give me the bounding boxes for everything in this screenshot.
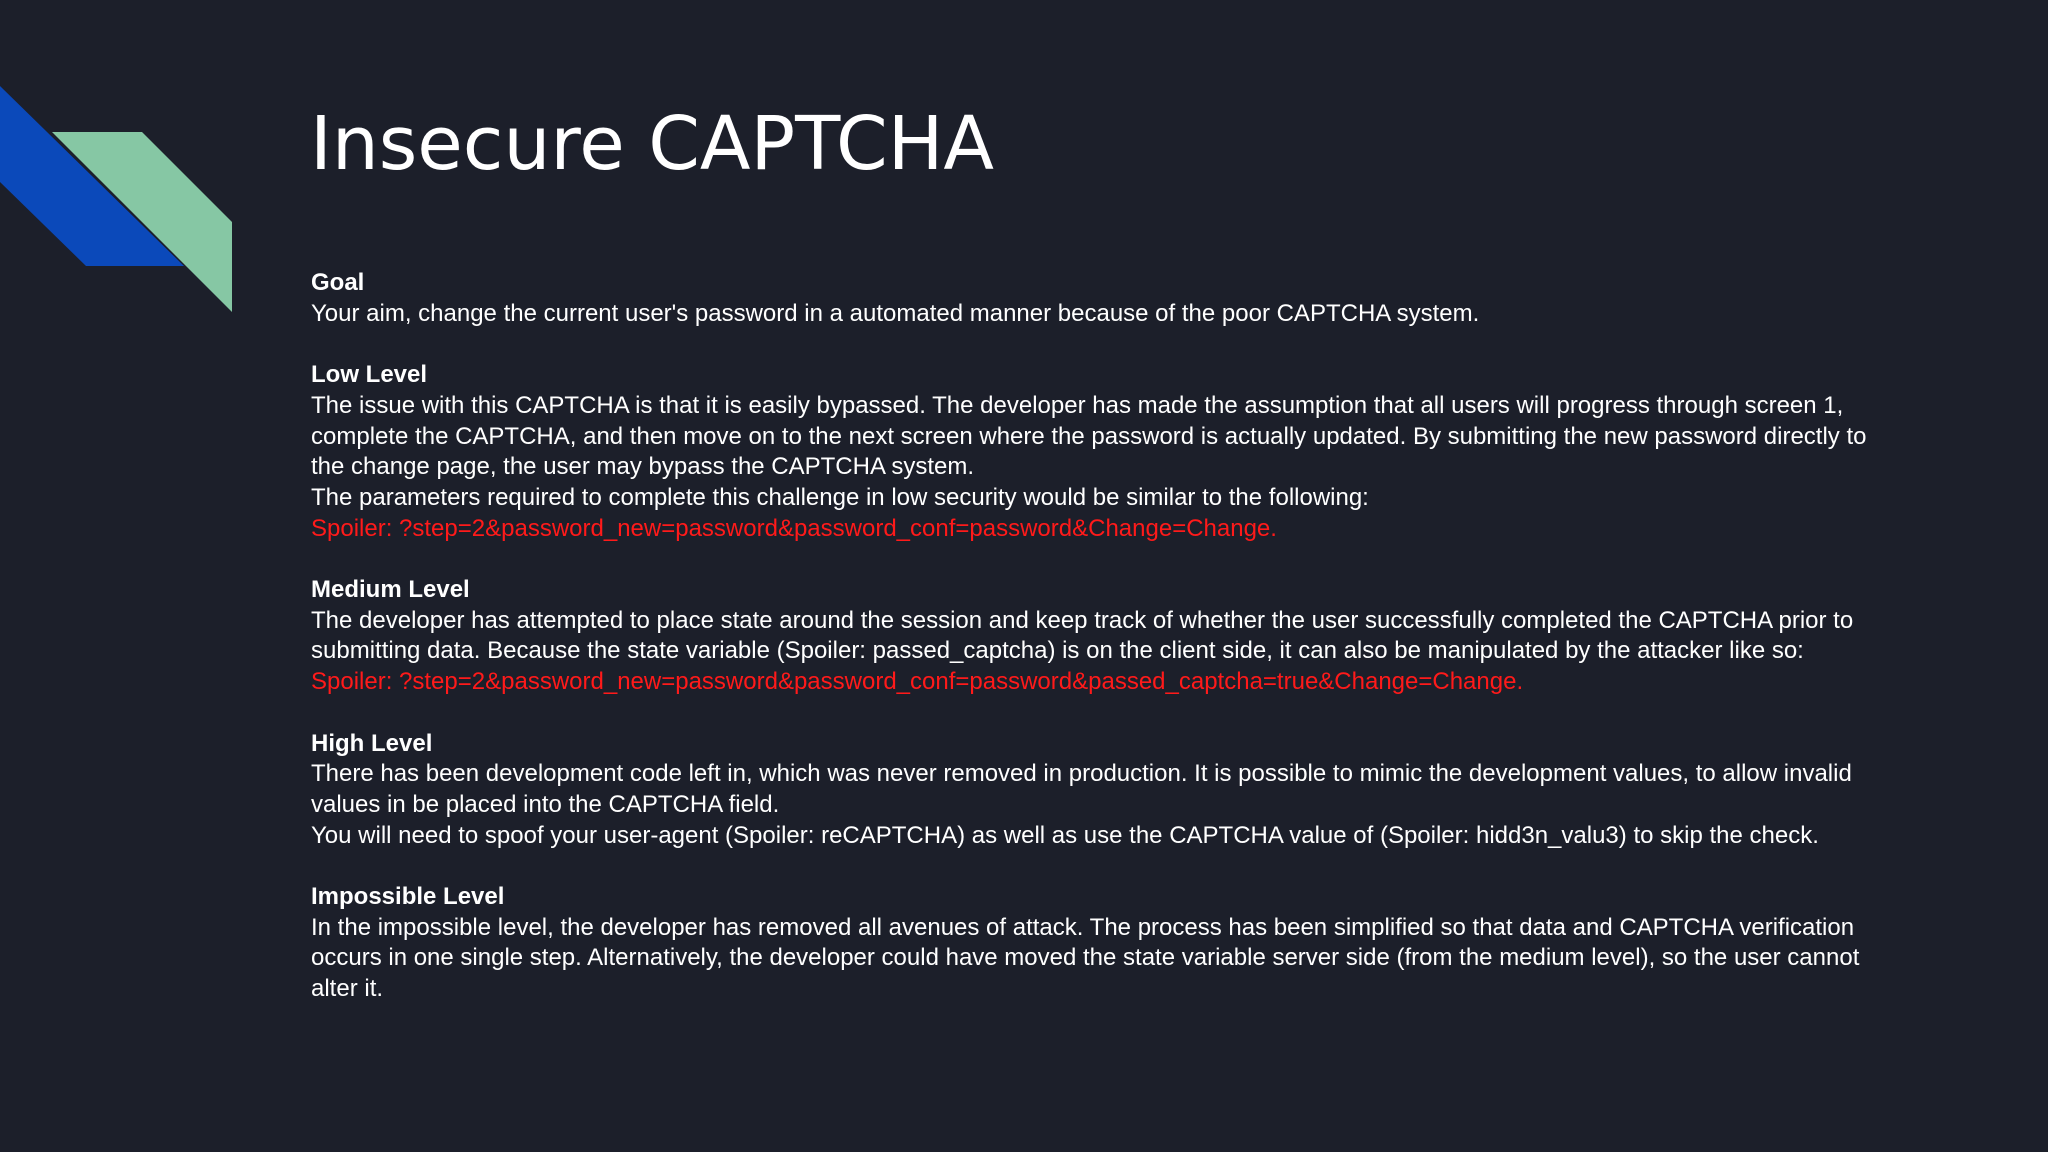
spoiler-text: Spoiler: ?step=2&password_new=password&password_conf=password&passed_captcha=true&Change=Change.: [311, 668, 1524, 696]
section-paragraph: Your aim, change the current user's password in a automated manner because of the poor CAPTCHA system.: [311, 299, 1480, 327]
spoiler-text: Spoiler: ?step=2&password_new=password&password_conf=password&Change=Change.: [311, 514, 1277, 542]
section-goal: [311, 268, 1871, 329]
section-impossible-level: [311, 882, 1871, 1005]
section-heading: Medium Level: [311, 576, 470, 603]
section-low-level: [311, 360, 1871, 544]
section-heading: High Level: [311, 729, 433, 757]
section-paragraph: The issue with this CAPTCHA is that it is easily bypassed. The developer has made the assumption that all users will progress through screen 1, complete the CAPTCHA, and then move on to the next screen where the password is actually updated. By submitting the new password directly to the change page, the user may bypass the CAPTCHA system.: [311, 391, 1867, 481]
section-heading: Goal: [311, 269, 365, 296]
page-title: Insecure CAPTCHA: [310, 101, 994, 187]
section-medium-level: [311, 575, 1871, 698]
corner-decoration: [0, 0, 240, 320]
section-paragraph: The developer has attempted to place state around the session and keep track of whether the user successfully completed the CAPTCHA prior to submitting data. Because the state variable (Spoiler: passed_captcha) is on the client side, it can also be manipulated by the attacker like so:: [311, 606, 1854, 665]
section-paragraph: The parameters required to complete this challenge in low security would be similar to the following:: [311, 483, 1369, 511]
section-paragraph: You will need to spoof your user-agent (Spoiler: reCAPTCHA) as well as use the CAPTCHA value of (Spoiler: hidd3n_valu3) to skip the check.: [311, 821, 1819, 849]
section-heading: Impossible Level: [311, 883, 505, 910]
section-paragraph: In the impossible level, the developer has removed all avenues of attack. The process has been simplified so that data and CAPTCHA verification occurs in one single step. Alternatively, the developer could have moved the state variable server side (from the medium level), so the user cannot alter it.: [311, 913, 1860, 1003]
section-heading: Low Level: [311, 361, 428, 389]
slide-body: [311, 268, 1871, 1005]
section-high-level: [311, 729, 1871, 852]
section-paragraph: There has been development code left in, which was never removed in production. It is possible to mimic the development values, to allow invalid values in be placed into the CAPTCHA field.: [311, 760, 1852, 818]
